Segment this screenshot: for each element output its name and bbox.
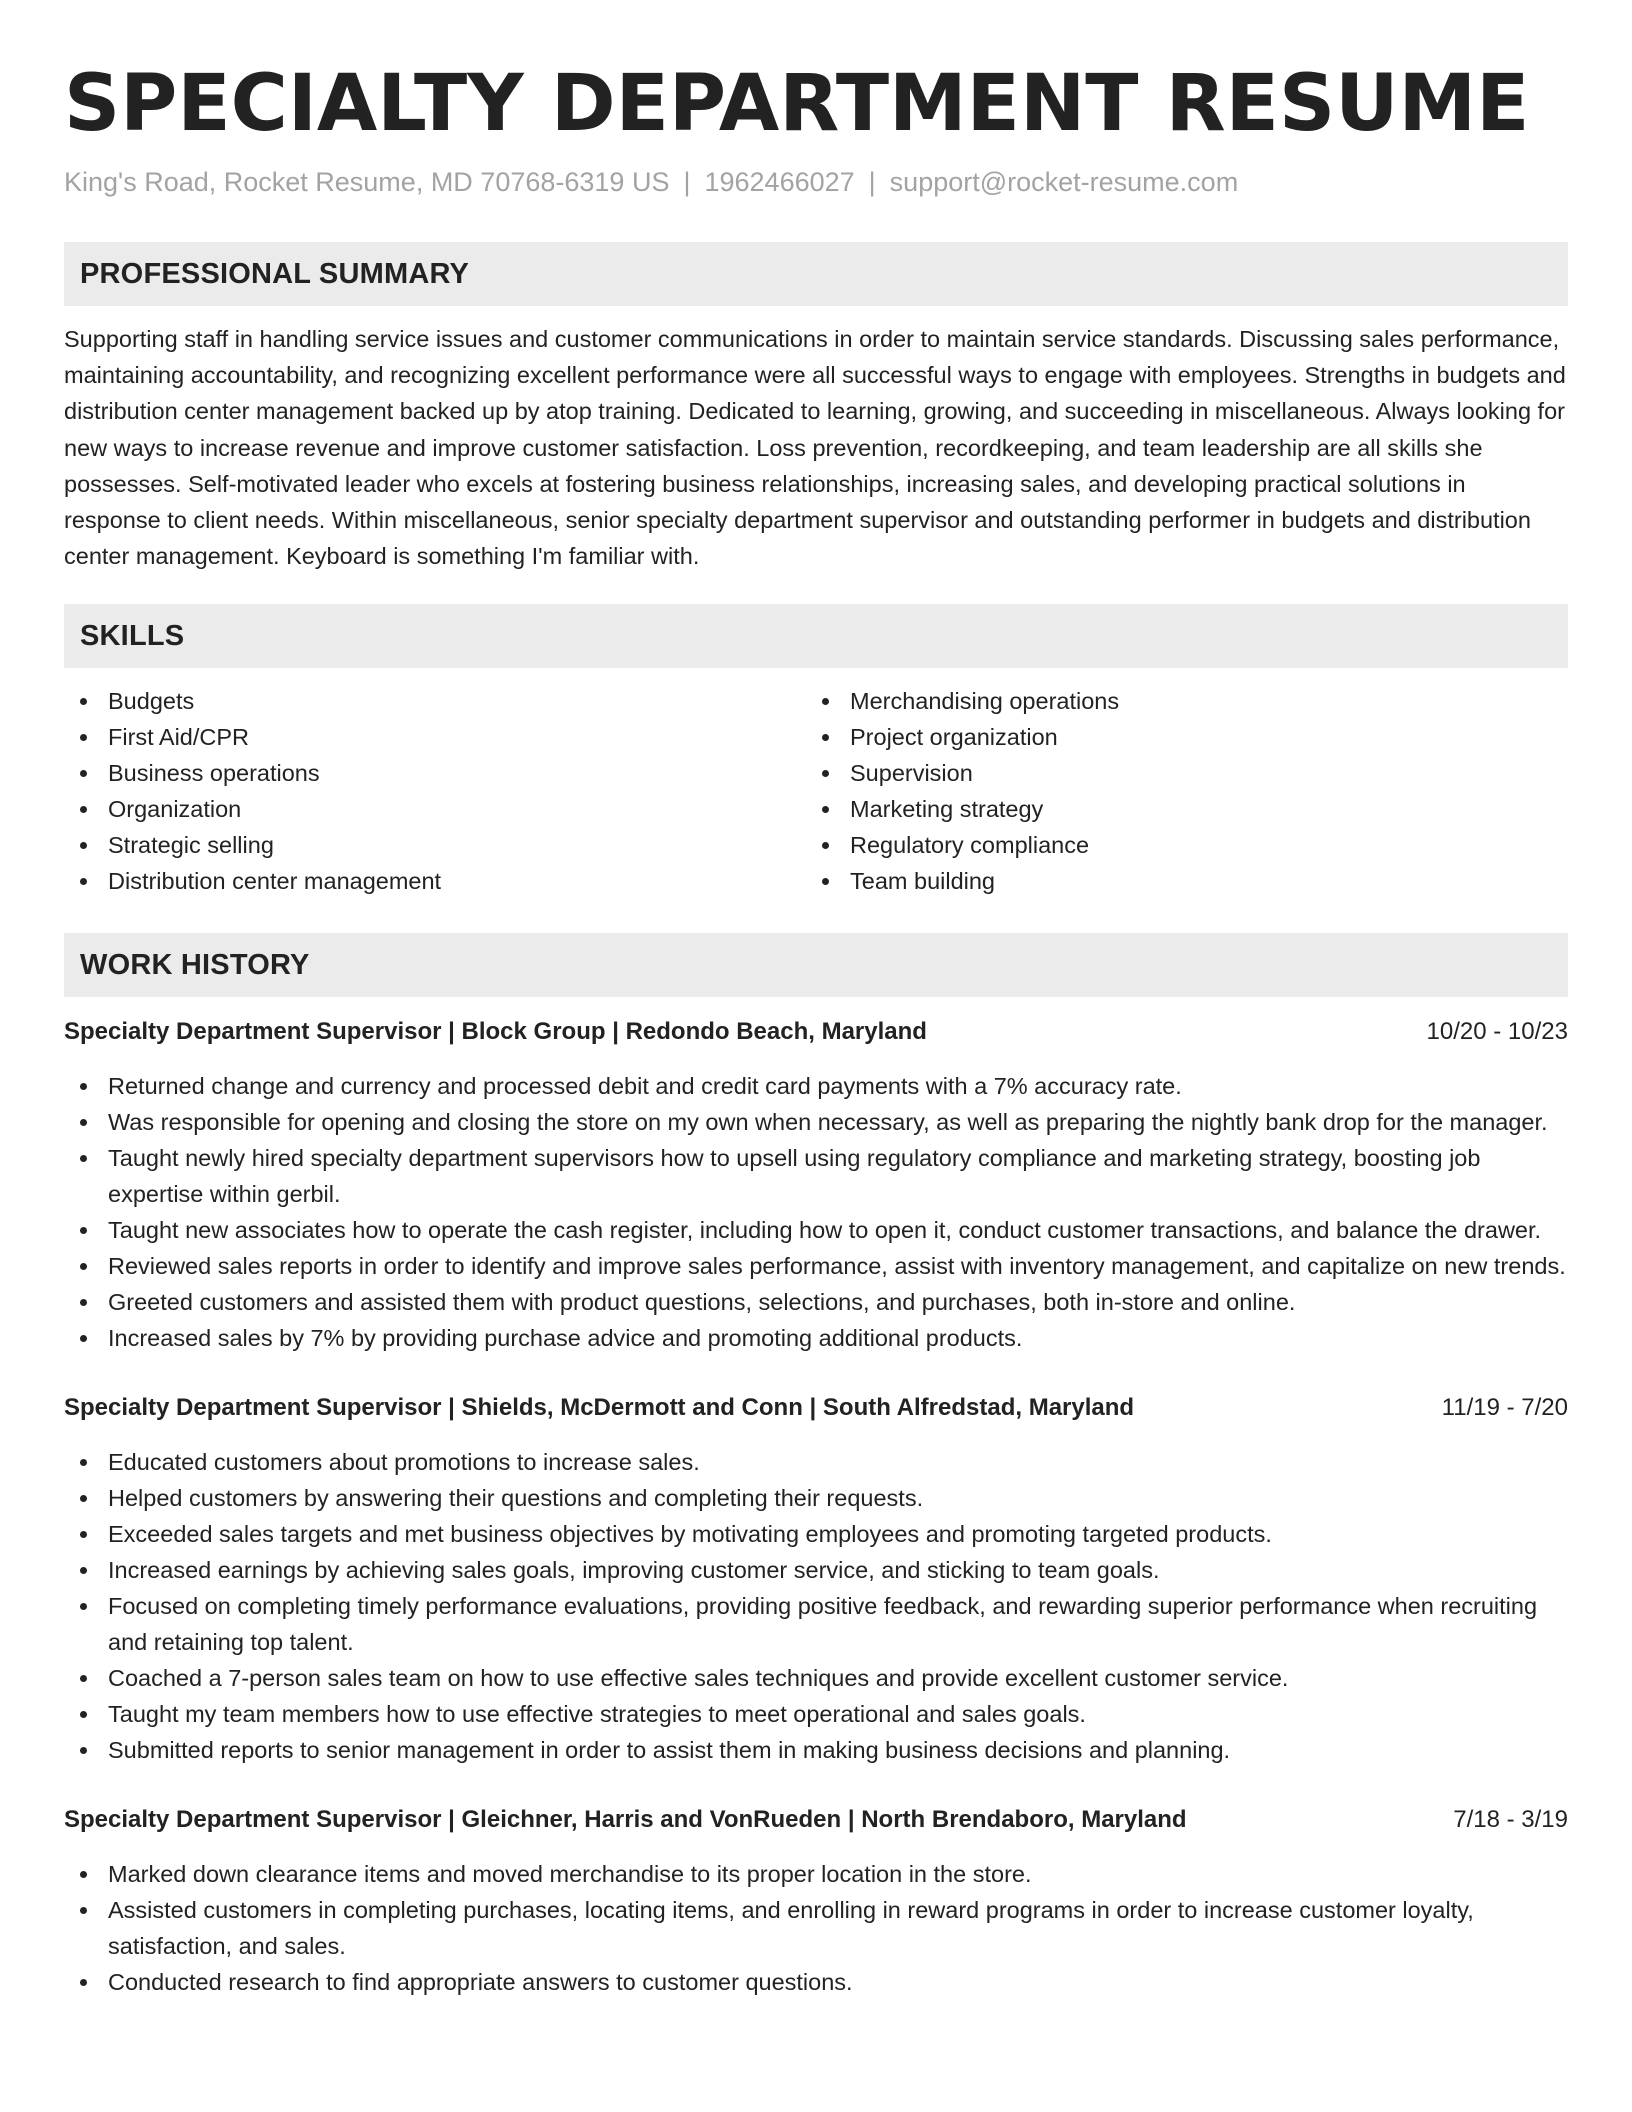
- skills-column-right: [806, 683, 1548, 899]
- skill-item: Project organization: [806, 719, 1548, 755]
- skill-item: Strategic selling: [64, 827, 806, 863]
- skill-item: Marketing strategy: [806, 791, 1548, 827]
- job-dates: 10/20 - 10/23: [1426, 1018, 1568, 1046]
- job-entry: [64, 1390, 1568, 1768]
- job-bullet: Increased sales by 7% by providing purchase advice and promoting additional products.: [64, 1320, 1568, 1356]
- contact-separator: |: [868, 167, 876, 197]
- skills-column-left: [64, 683, 806, 899]
- section-header-summary: PROFESSIONAL SUMMARY: [64, 242, 1568, 306]
- skill-item: Organization: [64, 791, 806, 827]
- skill-item: Supervision: [806, 755, 1548, 791]
- section-header-work-history: WORK HISTORY: [64, 933, 1568, 997]
- job-bullet: Focused on completing timely performance evaluations, providing positive feedback, and rewarding superior performance when recruiting and retaining top talent.: [64, 1588, 1568, 1660]
- job-bullets: [64, 1068, 1568, 1356]
- job-bullet: Greeted customers and assisted them with product questions, selections, and purchases, both in-store and online.: [64, 1284, 1568, 1320]
- summary-text: Supporting staff in handling service issues and customer communications in order to maintain service standards. Discussing sales performance, maintaining accountability, and recognizing excellent performance were all successful ways to engage with employees. Strengths in budgets and distribution center management backed up by atop training. Dedicated to learning, growing, and succeeding in miscellaneous. Always looking for new ways to increase revenue and improve customer satisfaction. Loss prevention, recordkeeping, and team leadership are all skills she possesses. Self-motivated leader who excels at fostering business relationships, increasing sales, and developing practical solutions in response to client needs. Within miscellaneous, senior specialty department supervisor and outstanding performer in budgets and distribution center management. Keyboard is something I'm familiar with.: [64, 326, 1566, 570]
- job-bullet: Taught new associates how to operate the cash register, including how to open it, conduct customer transactions, and balance the drawer.: [64, 1212, 1568, 1248]
- job-header: [64, 1802, 1568, 1838]
- job-bullet: Coached a 7-person sales team on how to use effective sales techniques and provide excellent customer service.: [64, 1660, 1568, 1696]
- job-entry: [64, 1014, 1568, 1356]
- skill-item: Distribution center management: [64, 863, 806, 899]
- job-bullet: Taught my team members how to use effective strategies to meet operational and sales goals.: [64, 1696, 1568, 1732]
- skills-list: [64, 683, 1568, 899]
- contact-line: [64, 164, 1568, 200]
- job-bullets: [64, 1444, 1568, 1768]
- skill-item: Team building: [806, 863, 1548, 899]
- job-bullet: Was responsible for opening and closing the store on my own when necessary, as well as preparing the nightly bank drop for the manager.: [64, 1104, 1568, 1140]
- resume-title: SPECIALTY DEPARTMENT RESUME: [64, 59, 1530, 149]
- job-title: Specialty Department Supervisor | Gleichner, Harris and VonRueden | North Brendaboro, Maryland: [64, 1806, 1187, 1834]
- section-header-skills: SKILLS: [64, 604, 1568, 668]
- job-bullet: Helped customers by answering their questions and completing their requests.: [64, 1480, 1568, 1516]
- contact-separator: |: [683, 167, 691, 197]
- job-bullet: Educated customers about promotions to increase sales.: [64, 1444, 1568, 1480]
- skill-item: Business operations: [64, 755, 806, 791]
- job-bullet: Assisted customers in completing purchases, locating items, and enrolling in reward programs in order to increase customer loyalty, satisfaction, and sales.: [64, 1892, 1568, 1964]
- skill-item: Merchandising operations: [806, 683, 1548, 719]
- job-dates: 11/19 - 7/20: [1441, 1394, 1568, 1422]
- job-dates: 7/18 - 3/19: [1453, 1806, 1568, 1834]
- job-entry: [64, 1802, 1568, 2000]
- job-title: Specialty Department Supervisor | Block Group | Redondo Beach, Maryland: [64, 1018, 927, 1046]
- job-bullet: Exceeded sales targets and met business objectives by motivating employees and promoting targeted products.: [64, 1516, 1568, 1552]
- contact-phone: 1962466027: [704, 167, 855, 197]
- job-bullets: [64, 1856, 1568, 2000]
- job-bullet: Increased earnings by achieving sales goals, improving customer service, and sticking to team goals.: [64, 1552, 1568, 1588]
- job-bullet: Marked down clearance items and moved merchandise to its proper location in the store.: [64, 1856, 1568, 1892]
- job-header: [64, 1014, 1568, 1050]
- skill-item: Budgets: [64, 683, 806, 719]
- contact-address: King's Road, Rocket Resume, MD 70768-6319 US: [64, 167, 670, 197]
- skill-item: First Aid/CPR: [64, 719, 806, 755]
- job-bullet: Conducted research to find appropriate answers to customer questions.: [64, 1964, 1568, 2000]
- job-bullet: Reviewed sales reports in order to identify and improve sales performance, assist with inventory management, and capitalize on new trends.: [64, 1248, 1568, 1284]
- job-bullet: Submitted reports to senior management in order to assist them in making business decisions and planning.: [64, 1732, 1568, 1768]
- job-title: Specialty Department Supervisor | Shields, McDermott and Conn | South Alfredstad, Maryland: [64, 1394, 1135, 1422]
- job-bullet: Taught newly hired specialty department supervisors how to upsell using regulatory compliance and marketing strategy, boosting job expertise within gerbil.: [64, 1140, 1568, 1212]
- job-header: [64, 1390, 1568, 1426]
- resume-page: [64, 56, 1568, 2000]
- contact-email[interactable]: support@rocket-resume.com: [889, 167, 1239, 197]
- job-bullet: Returned change and currency and processed debit and credit card payments with a 7% accuracy rate.: [64, 1068, 1568, 1104]
- skill-item: Regulatory compliance: [806, 827, 1548, 863]
